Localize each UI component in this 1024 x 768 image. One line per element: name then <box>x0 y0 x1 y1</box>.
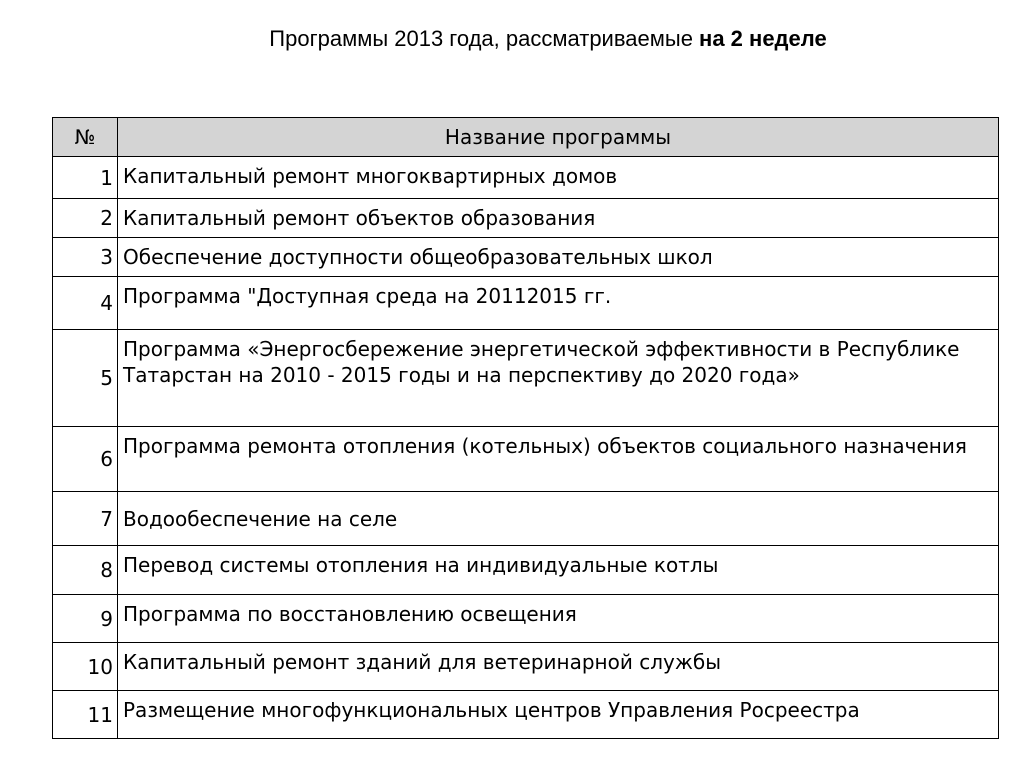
table-row <box>53 277 999 330</box>
row-number: 11 <box>53 691 118 739</box>
table-header-row <box>53 118 999 157</box>
program-name: Капитальный ремонт многоквартирных домов <box>118 157 999 199</box>
program-name: Перевод системы отопления на индивидуальные котлы <box>118 546 999 595</box>
table-row <box>53 691 999 739</box>
table-row <box>53 199 999 238</box>
row-number: 9 <box>53 595 118 643</box>
table-row <box>53 643 999 691</box>
page-title <box>0 26 1024 52</box>
row-number: 4 <box>53 277 118 330</box>
program-name: Программа "Доступная среда на 20112015 гг. <box>118 277 999 330</box>
title-normal: Программы 2013 года, рассматриваемые <box>269 26 700 51</box>
header-program-name: Название программы <box>118 118 999 157</box>
program-name: Водообеспечение на селе <box>118 492 999 546</box>
row-number: 2 <box>53 199 118 238</box>
row-number: 5 <box>53 330 118 427</box>
program-name: Программа по восстановлению освещения <box>118 595 999 643</box>
table-row <box>53 546 999 595</box>
row-number: 3 <box>53 238 118 277</box>
table-row <box>53 238 999 277</box>
row-number: 1 <box>53 157 118 199</box>
row-number: 8 <box>53 546 118 595</box>
table-row <box>53 492 999 546</box>
program-name: Капитальный ремонт зданий для ветеринарной службы <box>118 643 999 691</box>
table-row <box>53 157 999 199</box>
program-name: Размещение многофункциональных центров Управления Росреестра <box>118 691 999 739</box>
header-number: № <box>53 118 118 157</box>
program-name: Капитальный ремонт объектов образования <box>118 199 999 238</box>
program-name: Обеспечение доступности общеобразовательных школ <box>118 238 999 277</box>
table-row <box>53 330 999 427</box>
table-row <box>53 595 999 643</box>
table-row <box>53 427 999 492</box>
title-bold: на 2 неделе <box>699 26 827 51</box>
row-number: 6 <box>53 427 118 492</box>
programs-table <box>52 117 999 739</box>
row-number: 10 <box>53 643 118 691</box>
program-name: Программа ремонта отопления (котельных) объектов социального назначения <box>118 427 999 492</box>
row-number: 7 <box>53 492 118 546</box>
program-name: Программа «Энергосбережение энергетической эффективности в Республике Татарстан на 2010 - 2015 годы и на перспективу до 2020 года» <box>118 330 999 427</box>
